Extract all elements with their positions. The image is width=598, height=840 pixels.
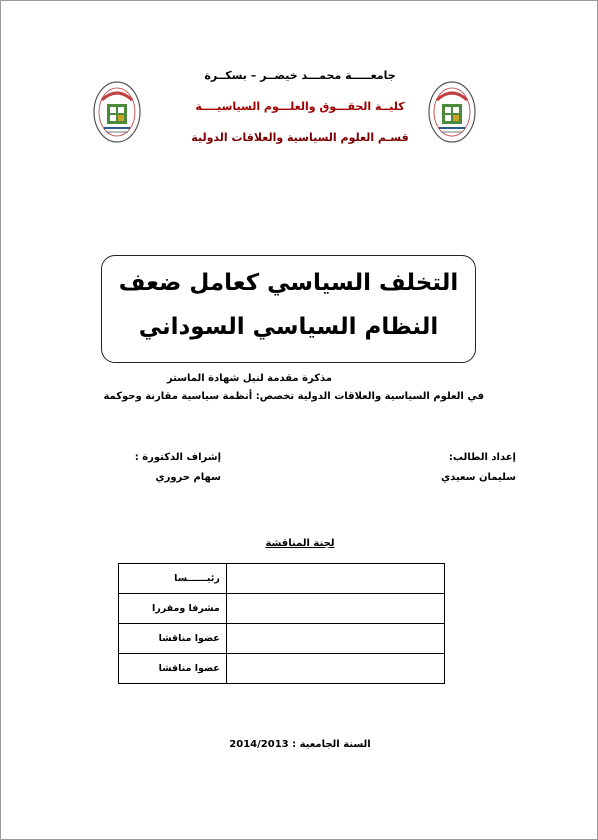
student-label: إعداد الطالب: — [448, 452, 516, 463]
committee-role: رئيــــــسا — [119, 564, 227, 594]
specialization-statement: في العلوم السياسية والعلاقات الدولية تخصص: أنظمة سياسية مقارنة وحوكمة — [103, 391, 484, 402]
committee-member-cell — [226, 654, 444, 684]
committee-title: لجنة المناقشة — [265, 538, 335, 549]
degree-statement: مذكرة مقدمة لنيل شهادة الماستر — [166, 373, 332, 384]
table-row — [119, 654, 445, 684]
department-name: قسـم العلوم السياسية والعلاقات الدولية — [191, 131, 409, 144]
university-seal-icon — [92, 80, 142, 144]
table-row — [119, 624, 445, 654]
table-row — [119, 564, 445, 594]
student-name: سليمان سعيدي — [441, 472, 516, 483]
table-row — [119, 594, 445, 624]
academic-year: السنة الجامعية : 2014/2013 — [229, 739, 371, 750]
committee-table — [118, 563, 445, 684]
committee-role: مشرفا ومقررا — [119, 594, 227, 624]
committee-member-cell — [226, 624, 444, 654]
committee-role: عضوا مناقشا — [119, 654, 227, 684]
thesis-title-line-1: التخلف السياسي كعامل ضعف — [118, 270, 459, 296]
committee-role: عضوا مناقشا — [119, 624, 227, 654]
faculty-name: كليــة الحقـــوق والعلـــوم السياسيــــة — [195, 100, 405, 113]
committee-member-cell — [226, 564, 444, 594]
thesis-title-line-2: النظام السياسي السوداني — [138, 314, 439, 340]
supervisor-name: سهام حروري — [155, 472, 221, 483]
university-name: جامعـــــة محمـــد خيضــر – بسكــرة — [204, 69, 396, 82]
thesis-title-box — [101, 255, 476, 363]
committee-member-cell — [226, 594, 444, 624]
supervisor-label: إشراف الدكتورة : — [134, 452, 221, 463]
